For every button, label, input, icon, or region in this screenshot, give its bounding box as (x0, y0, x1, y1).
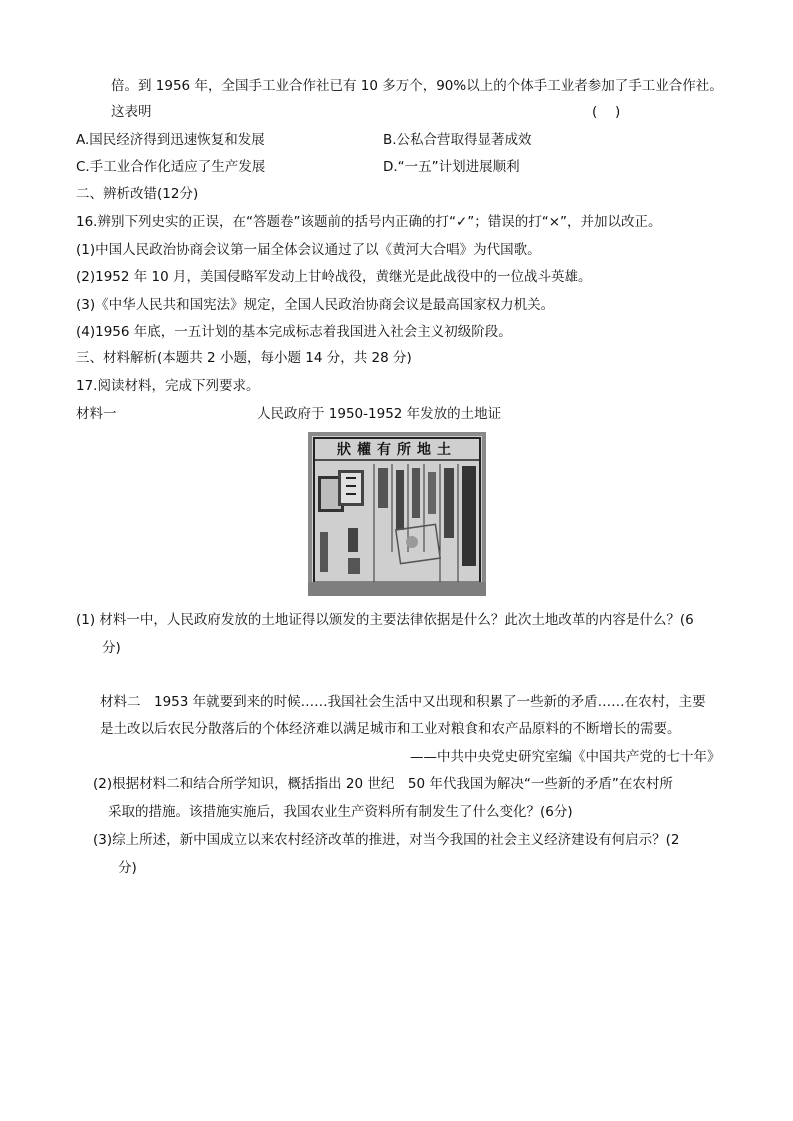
q16-item-3: (3)《中华人民共和国宪法》规定，全国人民政治协商会议是最高国家权力机关。 (76, 297, 555, 313)
q16-item-1: (1)中国人民政治协商会议第一届全体会议通过了以《黄河大合唱》为代国歌。 (76, 242, 541, 258)
material-1-label: 材料一 (76, 406, 117, 422)
q17-sub2-line1: (2)根据材料二和结合所学知识，概括指出 20 世纪 50 年代我国为解决“一些新的矛盾”在农村所 (93, 776, 673, 792)
q16-item-4: (4)1956 年底，一五计划的基本完成标志着我国进入社会主义初级阶段。 (76, 324, 512, 340)
q17-sub1-line1: (1) 材料一中，人民政府发放的土地证得以颁发的主要法律依据是什么？此次土地改革的内容是什么？(6 (76, 612, 694, 628)
q17-instruction: 17.阅读材料，完成下列要求。 (76, 378, 260, 394)
option-b: B.公私合营取得显著成效 (383, 132, 532, 148)
q17-sub1-line2: 分) (102, 640, 121, 656)
section-3-heading: 三、材料解析(本题共 2 小题，每小题 14 分，共 28 分) (76, 350, 412, 366)
answer-bracket: ( ) (592, 104, 621, 120)
q17-sub3-line2: 分) (118, 860, 137, 876)
option-a: A.国民经济得到迅速恢复和发展 (76, 132, 265, 148)
material-2-line2: 是土改以后农民分散落后的个体经济难以满足城市和工业对粮食和农产品原料的不断增长的需要。 (100, 721, 681, 737)
section-2-heading: 二、辨析改错(12分) (76, 186, 199, 202)
option-c: C.手工业合作化适应了生产发展 (76, 159, 266, 175)
q15-stem-line2: 这表明 (111, 104, 152, 120)
land-certificate-photo (308, 432, 486, 596)
q17-sub3-line1: (3)综上所述，新中国成立以来农村经济改革的推进，对当今我国的社会主义经济建设有何启示？(2 (93, 832, 680, 848)
certificate-title: 狀權有所地土 (337, 442, 457, 458)
option-d: D.“一五”计划进展顺利 (383, 159, 520, 175)
q17-sub2-line2: 采取的措施。该措施实施后，我国农业生产资料所有制发生了什么变化？(6分) (108, 804, 573, 820)
q15-stem-line1: 倍。到 1956 年，全国手工业合作社已有 10 多万个，90%以上的个体手工业者参加了手工业合作社。 (111, 78, 723, 94)
q16-instruction: 16.辨别下列史实的正误，在“答题卷”该题前的括号内正确的打“✓”；错误的打“×”，并加以改正。 (76, 214, 662, 230)
q16-item-2: (2)1952 年 10 月，美国侵略军发动上甘岭战役，黄继光是此战役中的一位战斗英雄。 (76, 269, 592, 285)
material-2-source: ——中共中央党史研究室编《中国共产党的七十年》 (410, 749, 721, 765)
material-2-line1: 材料二 1953 年就要到来的时候……我国社会生活中又出现和积累了一些新的矛盾……在农村，主要 (100, 694, 706, 710)
material-1-caption: 人民政府于 1950-1952 年发放的土地证 (257, 406, 502, 422)
